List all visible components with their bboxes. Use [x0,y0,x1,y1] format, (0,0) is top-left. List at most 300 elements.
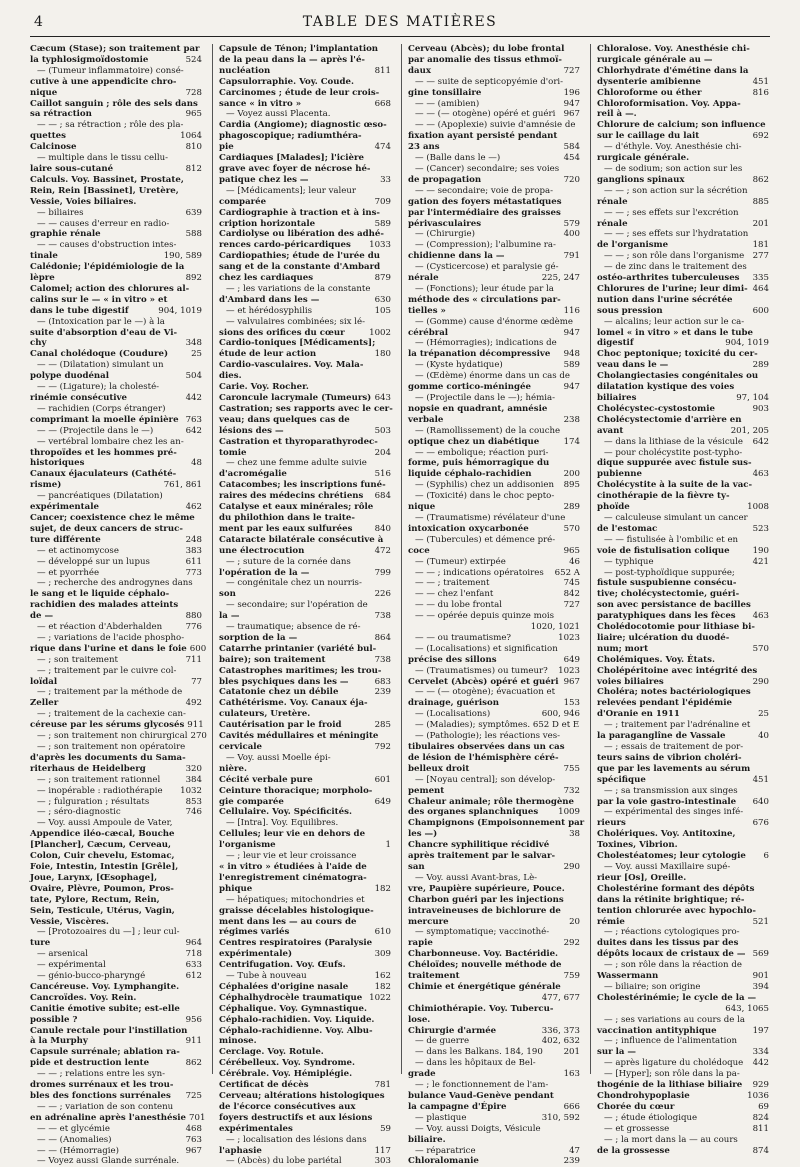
entry-text: — — (Apoplexie) suivie d'amnésie de [415,120,576,131]
entry-text: Cæcum (Stase); son traitement par [30,44,200,54]
index-entry [597,349,769,360]
index-entry [408,262,580,273]
entry-page-number: 197 [752,1025,769,1036]
index-entry [408,644,580,655]
index-entry [219,589,391,600]
index-entry [597,993,769,1004]
entry-text: veau; dans quelques cas de [219,414,350,425]
index-entry [408,1015,580,1026]
entry-page-number: 201 [563,1047,580,1058]
entry-text: reil à —. [597,109,637,120]
entry-page-number: 523 [752,523,769,534]
entry-text: grade [408,1069,436,1080]
entry-text: liquide céphalo-rachidien [408,469,532,480]
entry-text: Cathétérisme. Voy. Canaux éja- [219,698,368,709]
index-entry [219,568,391,579]
entry-text: de l'estomac [597,523,658,534]
index-entry [597,797,769,808]
entry-page-number: 303 [374,1156,391,1167]
index-entry [30,1015,202,1026]
entry-text: chy [30,338,47,349]
index-entry [408,906,580,917]
index-entry [30,229,202,240]
entry-page-number: 77 [191,676,202,687]
entry-text: après traitement par le salvar- [408,851,556,862]
entry-text: Cancer; coexistence chez le même [30,512,195,523]
index-entry [30,731,207,742]
index-entry [408,415,580,426]
entry-page-number: 462 [185,502,202,513]
index-entry [597,88,769,99]
entry-text: — (Traumatismes) ou tumeur? [415,665,548,676]
entry-text: — (Localisations) et signification [415,643,558,654]
index-entry [219,1156,391,1167]
index-entry [30,1036,202,1047]
index-entry [408,655,580,666]
entry-text: Capsulorraphie. Voy. Coude. [219,76,354,87]
entry-text: — (Balle dans le —) [415,153,501,164]
index-entry [30,578,202,589]
entry-page-number: 842 [563,589,580,600]
entry-text: Charbonneuse. Voy. Bactéridie. [408,949,559,960]
index-entry [597,731,769,742]
entry-page-number: 464 [752,283,769,294]
index-entry [408,1124,580,1135]
entry-page-number: 965 [185,109,202,120]
entry-page-number: 929 [752,1080,769,1091]
entry-text: que par les lavements au sérum [597,763,751,774]
entry-text: — — (amibien) [415,98,480,109]
entry-text: Chéloïdes; nouvelle méthode de [408,960,562,971]
entry-text: dépôts locaux de cristaux de — [597,949,746,960]
entry-text: phique [219,883,253,894]
index-entry [597,568,769,579]
index-entry [408,884,580,895]
index-entry [30,44,202,55]
entry-text: calins sur le — « in vitro » et [30,294,168,305]
entry-text: baire); son traitement [219,654,326,665]
index-entry [597,371,769,382]
index-entry [408,480,580,491]
index-entry [597,219,769,230]
entry-text: — Tube à nouveau [226,971,307,982]
index-entry [597,1026,769,1037]
entry-page-number: 383 [185,545,202,556]
index-entry [597,1069,769,1080]
entry-text: — expérimental [37,960,106,971]
index-entry [219,677,391,688]
index-entry [219,807,391,818]
entry-page-number: 201 [752,218,769,229]
entry-page-number: 746 [185,807,202,818]
index-entry [219,448,391,459]
entry-text: quettes [30,131,66,142]
entry-text: par l'intermédiaire des graisses [408,207,561,218]
index-entry [597,1015,769,1026]
index-entry [408,982,580,993]
entry-text: — — chez l'enfant [415,589,494,600]
entry-text: Céphalique. Voy. Gymnastique. [219,1003,368,1014]
entry-text: grave avec foyer de nécrose hé- [219,163,371,174]
entry-page-number: 182 [374,883,391,894]
index-entry [30,469,202,480]
entry-page-number: 20 [569,916,580,927]
index-entry [597,927,769,938]
index-entry [597,480,769,491]
entry-page-number: 728 [185,87,202,98]
entry-text: — (Projectile dans le —); hémia- [415,393,556,403]
entry-text: Cancroïdes. Voy. Rein. [30,992,137,1003]
entry-text: Cécité verbale pure [219,774,313,785]
entry-text: dies. [219,371,242,382]
entry-text: — ; séro-diagnostic [37,807,121,818]
entry-page-number: 612 [185,971,202,982]
entry-text: Castration et thyroparathyrodec- [219,436,378,447]
entry-text: dans la rétinite brightique; ré- [597,894,745,905]
entry-text: Castration; ses rapports avec le cer- [219,403,393,414]
entry-page-number: 589 [563,360,580,371]
index-entry [408,862,580,873]
entry-text: tinale [30,251,58,262]
entry-text: — vertébral lombaire chez les an- [37,436,184,447]
index-entry [219,295,391,306]
entry-text: Cerveau; altérations histologiques [219,1091,385,1101]
index-entry [597,906,769,917]
index-entry [30,153,202,164]
index-entry [408,88,580,99]
entry-text: Cérébrale. Voy. Hémiplégie. [219,1069,353,1080]
entry-text: ture différente [30,534,101,545]
index-entry [408,317,580,328]
index-entry [219,1058,391,1069]
index-entry [219,535,391,546]
index-entry [30,720,202,731]
index-entry [30,818,202,829]
entry-page-number: 853 [185,796,202,807]
entry-text: Céphalo-rachidienne. Voy. Albu- [219,1025,373,1036]
index-entry [597,677,769,688]
index-entry [30,491,202,502]
index-entry [408,993,580,1004]
entry-page-number: 402, 632 [541,1036,580,1047]
index-entry [408,633,580,644]
index-entry [219,120,391,131]
index-entry [30,360,202,371]
index-entry [219,415,391,426]
entry-page-number: 310, 592 [541,1112,580,1123]
entry-text: Cholédocotomie pour lithiase bi- [597,622,756,633]
entry-text: drainage, guérison [408,698,499,709]
index-entry [219,1036,391,1047]
entry-text: digestif [597,338,634,349]
entry-text: Chancre syphilitique récidivé [408,840,550,851]
index-entry [219,240,391,251]
index-entry [219,306,391,317]
index-entry [408,426,580,437]
entry-text: — — du lobe frontal [415,600,502,611]
index-entry [30,873,202,884]
index-entry [30,643,207,655]
entry-text: — chez une femme adulte suivie [226,458,367,469]
entry-text: Catatonie chez un débile [219,687,339,698]
index-entry [30,884,202,895]
index-entry [597,142,769,153]
entry-page-number: 601 [374,774,391,785]
index-entry [30,698,202,709]
entry-text: Cerveau (Abcès); du lobe frontal [408,44,565,54]
index-entry [30,786,202,797]
index-entry [408,404,580,415]
index-entry [408,524,580,535]
index-entry [219,66,391,77]
entry-text: régimes variés [219,927,290,938]
entry-text: méthode des « circulations par- [408,294,561,305]
entry-text: ment par les eaux sulfurées [219,523,353,534]
entry-text: d'acromégalie [219,469,287,480]
index-entry [597,1004,769,1015]
entry-page-number: 270 [190,731,207,742]
entry-page-number: 600 [189,643,207,654]
entry-text: — (Toxicité) dans le choc pepto- [415,491,555,502]
entry-text: expérimentale [30,502,99,513]
index-entry [408,491,580,502]
entry-page-number: 738 [374,611,391,622]
index-entry [408,1026,580,1037]
index-entry [597,284,769,295]
index-entry [30,426,202,437]
index-entry [219,818,391,829]
index-entry [597,1080,769,1091]
index-entry [30,349,202,360]
entry-text: la campagne d'Épire [408,1101,507,1112]
entry-text: — dans les hôpitaux de Bel- [415,1058,536,1069]
index-column-3 [408,44,585,1167]
entry-text: sur le caillage du lait [597,131,700,142]
entry-text: — — ; son action sur la sécrétion [604,185,748,196]
index-entry [30,77,202,88]
entry-text: — multiple dans le tissu cellu- [37,153,169,164]
index-entry [408,197,580,208]
index-entry [597,55,769,66]
index-entry [408,99,580,110]
entry-text: — d'éthyle. Voy. Anesthésie chi- [604,142,742,153]
entry-page-number: 47 [569,1145,580,1156]
entry-page-number: 239 [374,687,391,698]
index-entry [597,687,769,698]
entry-text: — (Fonctions); leur étude par la [415,283,554,294]
index-entry [219,578,391,589]
entry-text: Cautérisation par le froid [219,720,342,731]
entry-text: ment dans les — au cours de [219,916,357,927]
entry-text: Chondrohypoplasie [597,1091,690,1101]
entry-text: — de sodium; son action sur les [604,163,743,174]
entry-text: verbale [408,414,444,425]
index-entry [30,371,202,382]
entry-page-number: 463 [752,611,769,622]
index-entry [597,1091,769,1102]
entry-text: ganglions spinaux [597,174,685,185]
entry-page-number: 292 [563,938,580,949]
entry-text: sang et de la constante d'Ambard [219,262,381,273]
entry-page-number: 676 [752,818,769,829]
entry-text: sur la — [597,1047,637,1058]
index-entry [408,513,580,524]
entry-page-number: 967 [563,676,580,687]
index-entry [30,557,202,568]
entry-text: — typhique [604,556,654,567]
entry-text: — ; son rôle dans la réaction de [604,960,742,971]
column-divider [401,44,402,1074]
entry-text: — (Abcès) du lobe pariétal [226,1156,342,1167]
entry-text: fistule suspubienne consécu- [597,578,737,589]
index-entry [408,818,585,829]
entry-text: Cataracte bilatérale consécutive à [219,534,384,545]
entry-text: — dans la lithiase de la vésicule [604,436,744,447]
index-entry [597,77,769,88]
index-entry [219,720,391,731]
entry-text: Caroncule lacrymale (Tumeurs) [219,393,372,403]
entry-text: Cardiaques [Malades]; l'icière [219,153,364,164]
entry-page-number: 348 [185,338,202,349]
index-entry [30,589,202,600]
index-entry [30,109,202,120]
entry-text: Sein, Testicule, Utérus, Vagin, [30,905,175,916]
entry-text: — — ; variation de son contenu [37,1101,174,1112]
index-entry [597,600,769,611]
entry-text: bles des fonctions surrénales [30,1091,171,1101]
entry-text: — développé sur un lupus [37,556,150,567]
entry-text: Cardia (Angiome); diagnostic œso- [219,120,387,131]
index-entry [408,666,580,677]
index-entry [597,949,769,960]
entry-text: — et grossesse [604,1123,670,1134]
index-entry [597,753,769,764]
entry-text: — ; étude étiologique [604,1112,698,1123]
index-entry [219,949,391,960]
index-entry [597,633,769,644]
entry-page-number: 474 [374,142,391,153]
index-entry [597,873,769,884]
entry-text: belleux droit [408,763,470,774]
entry-text: du philothion dans le traite- [219,512,355,523]
index-entry [408,677,580,688]
index-entry [30,622,202,633]
entry-page-number: 394 [752,981,769,992]
entry-text: — (Tumeur inflammatoire) consé- [37,65,184,76]
index-entry [597,851,769,862]
entry-text: bles psychiques dans les — [219,676,349,687]
entry-text: Centrifugation. Voy. Œufs. [219,960,346,971]
index-entry [408,938,580,949]
index-entry [219,1015,391,1026]
entry-page-number: 163 [563,1069,580,1080]
index-entry [408,557,580,568]
index-entry [597,829,769,840]
entry-page-number: 781 [374,1080,391,1091]
entry-page-number: 792 [374,742,391,752]
entry-text: Champignons (Empoisonnement par [408,818,585,829]
index-entry [597,164,769,175]
entry-text: ture [30,938,51,949]
index-entry [30,764,202,775]
entry-text: rénale [597,218,628,229]
entry-text: — (Ramollissement) de la couche [415,425,561,436]
index-entry [597,840,769,851]
entry-text: — (Hémorragies); indications de [415,338,557,349]
entry-page-number: 521 [752,916,769,927]
index-entry [408,742,580,753]
index-entry [597,131,769,142]
entry-text: rénale [597,196,628,207]
index-entry [30,404,202,415]
entry-text: Capsule de Ténon; l'implantation [219,44,379,54]
index-entry [408,797,580,808]
entry-text: dysenterie amibienne [597,76,701,87]
entry-text: Cardiographie à traction et à ins- [219,207,380,218]
entry-page-number: 290 [563,861,580,872]
index-entry [30,458,202,469]
entry-text: Canitie émotive subite; est-elle [30,1003,180,1014]
index-entry [30,829,202,840]
entry-text: de la peau dans la — après l'é- [219,54,365,65]
entry-text: — ; réactions cytologiques pro- [604,927,740,938]
entry-page-number: 948 [563,349,580,360]
entry-page-number: 642 [185,425,202,436]
entry-page-number: 226 [374,589,391,600]
index-entry [219,219,391,230]
entry-text: — de guerre [415,1036,470,1047]
entry-page-number: 1020, 1021 [530,622,580,633]
entry-page-number: 468 [185,1123,202,1134]
index-entry [30,753,202,764]
entry-text: spécifique [597,774,646,785]
entry-text: forme, puis hémorragique du [408,458,550,469]
entry-text: Calculs. Voy. Bassinet, Prostate, [30,174,184,185]
index-entry [219,175,391,186]
index-entry [408,219,580,230]
index-entry [30,1112,206,1124]
entry-text: sions des orifices du cœur [219,327,345,338]
entry-text: veau dans le — [597,360,669,371]
entry-page-number: 503 [374,425,391,436]
index-entry [408,731,580,742]
entry-text: rurgicale générale au — [597,54,713,65]
index-entry [408,895,580,906]
index-entry [30,317,202,328]
entry-text: mercure [408,916,449,927]
entry-text: cérébral [408,327,449,338]
entry-page-number: 611 [185,556,202,567]
index-entry [408,164,580,175]
entry-page-number: 692 [752,131,769,142]
entry-page-number: 504 [185,371,202,382]
index-entry [30,219,202,230]
index-entry [597,120,769,131]
index-entry [219,895,391,906]
index-entry [30,1026,202,1037]
entry-text: — — secondaire; voie de propa- [415,185,554,196]
index-entry [408,720,580,731]
entry-text: — — ; ses effets sur l'excrétion [604,207,739,218]
entry-text: — — ; relations entre les syn- [37,1069,166,1080]
entry-text: — ; traitement par la méthode de [37,687,183,698]
entry-page-number: 516 [374,469,391,480]
entry-page-number: 442 [185,393,202,403]
entry-page-number: 763 [185,1134,202,1145]
index-entry [597,917,769,928]
entry-text: par anomalie des tissus ethmoï- [408,54,562,65]
entry-text: — ; son traitement non opératoire [37,742,186,752]
